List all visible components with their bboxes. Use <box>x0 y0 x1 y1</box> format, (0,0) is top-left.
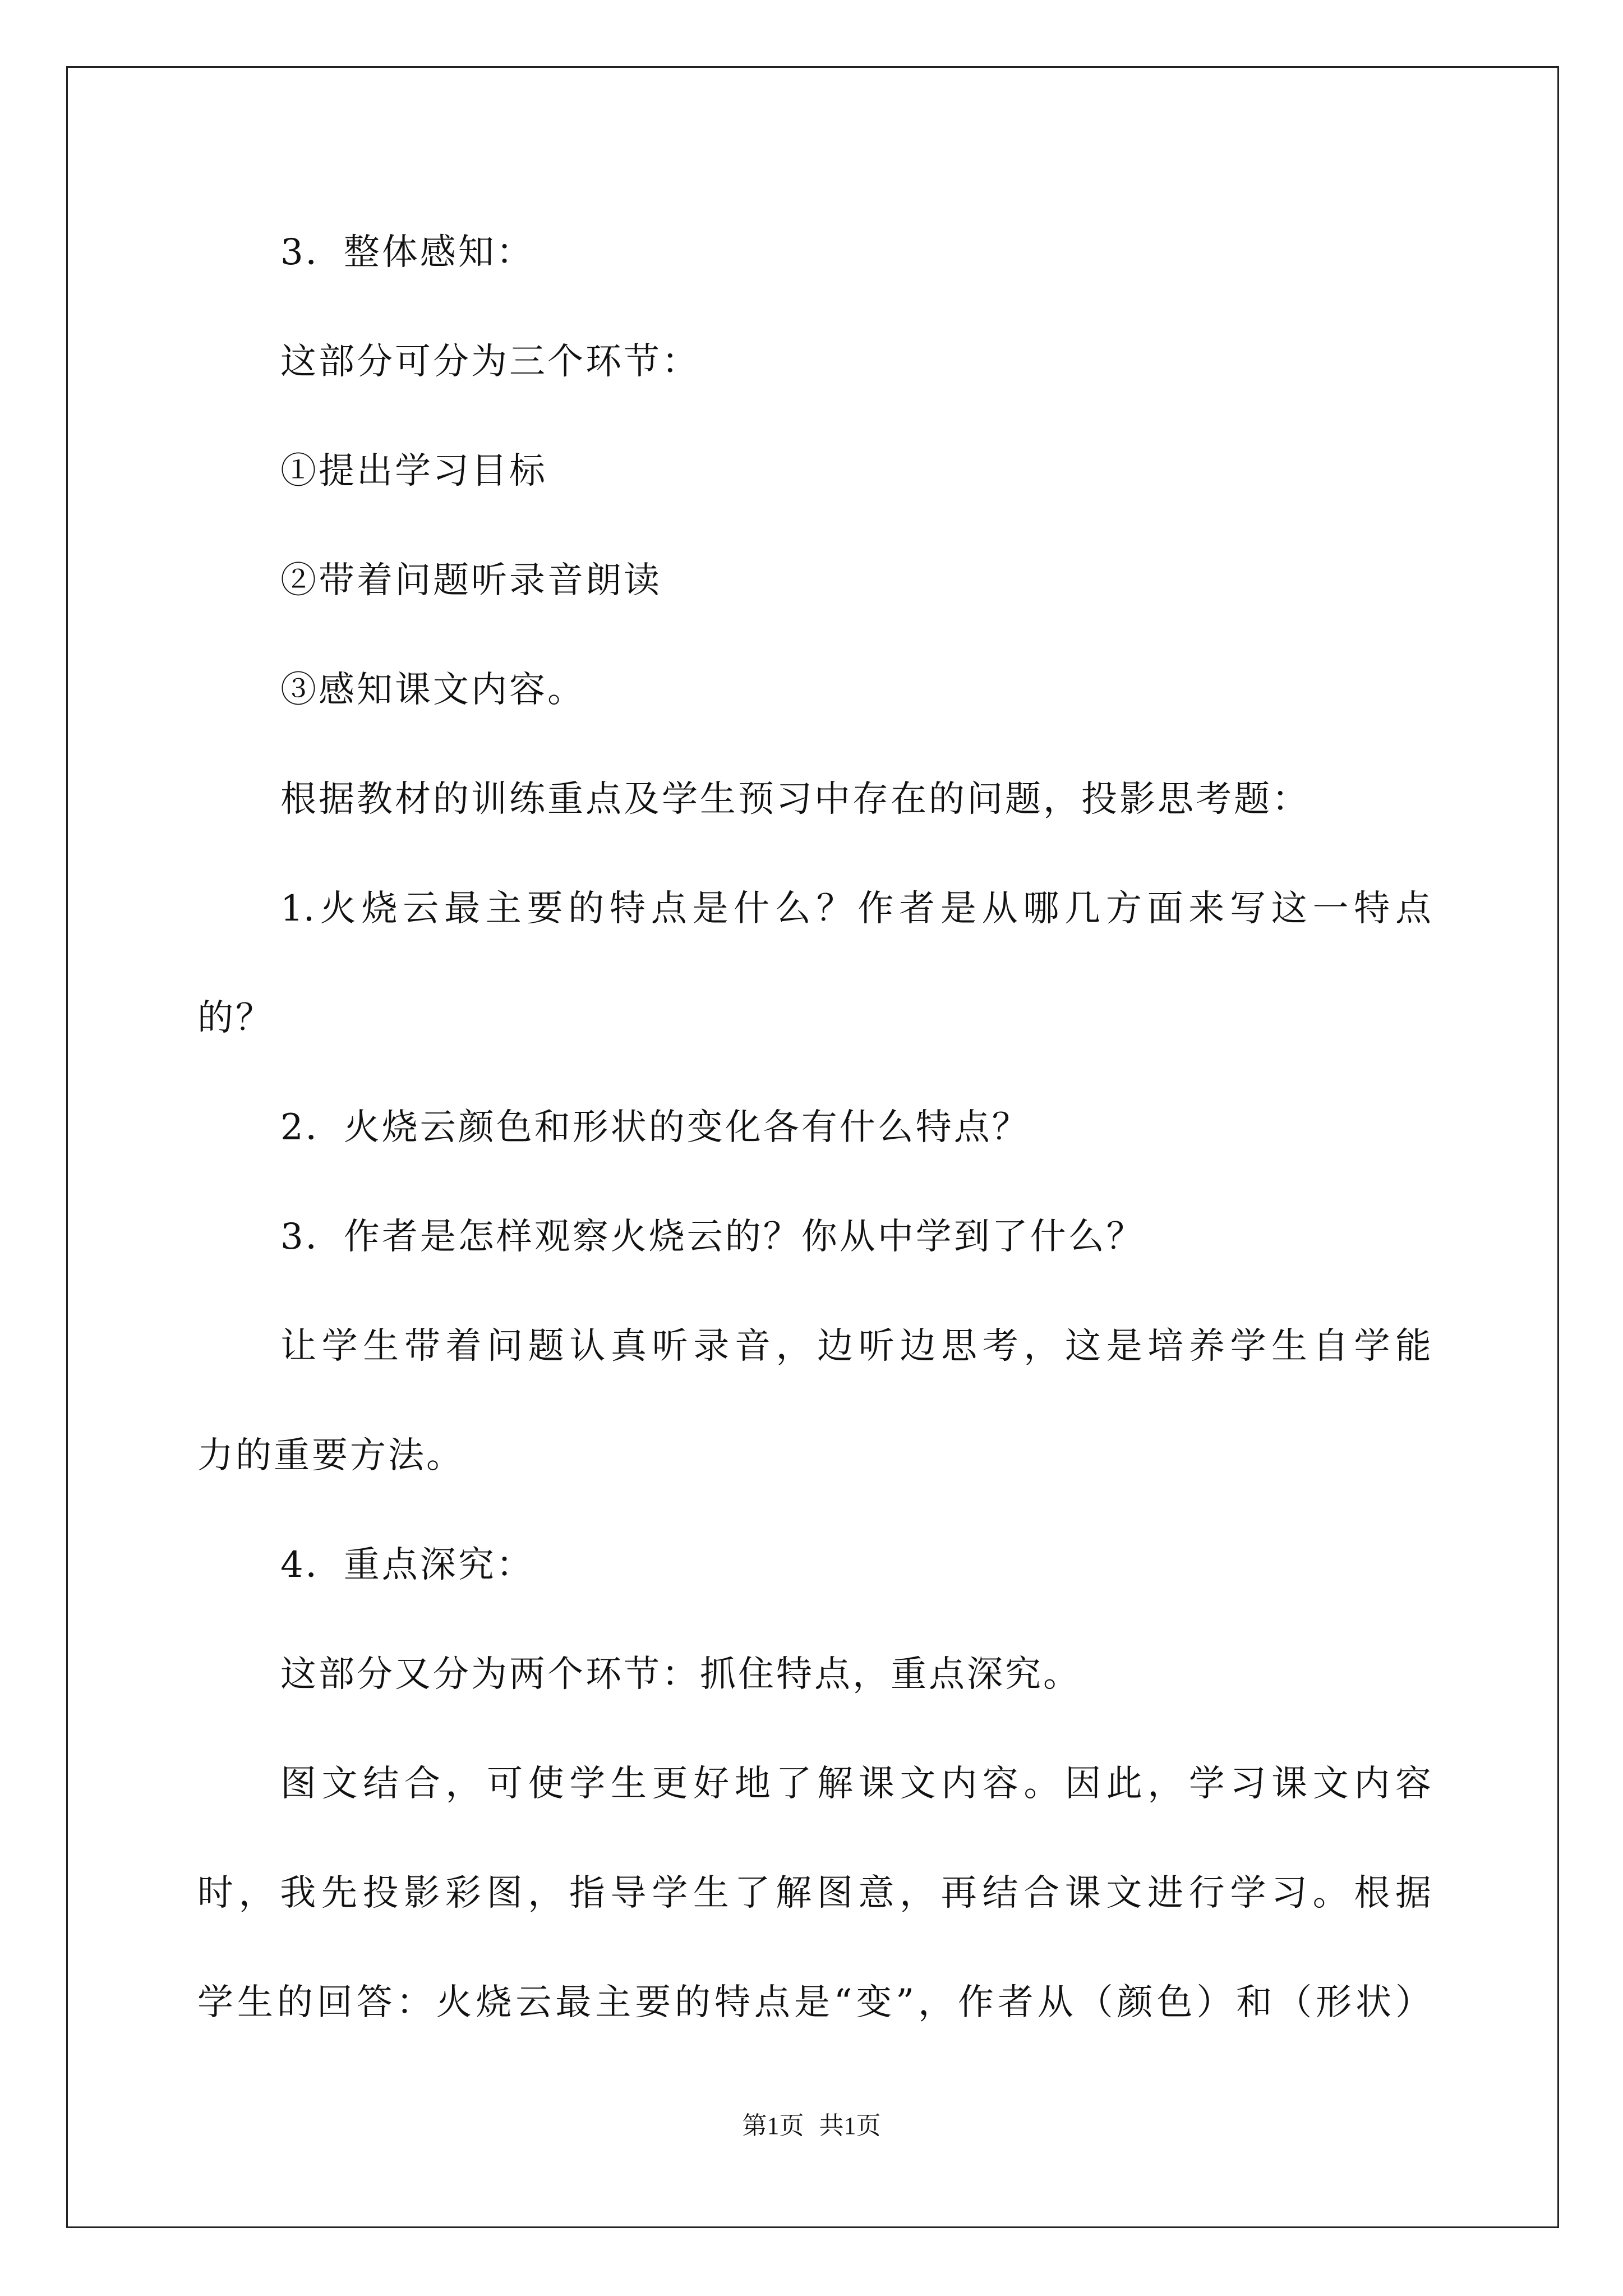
question-3: 3．作者是怎样观察火烧云的？你从中学到了什么？ <box>280 1216 1145 1258</box>
paragraph-line: 这部分又分为两个环节：抓住特点，重点深究。 <box>280 1654 1081 1695</box>
paragraph-line: 让学生带着问题认真听录音，边听边思考，这是培养学生自学能 <box>280 1326 1431 1367</box>
section-heading-4: 4．重点深究： <box>280 1544 534 1586</box>
list-item-3: ③感知课文内容。 <box>280 669 585 711</box>
paragraph-line: 根据教材的训练重点及学生预习中存在的问题，投影思考题： <box>280 779 1310 820</box>
question-1-line-1: 1.火烧云最主要的特点是什么？作者是从哪几方面来写这一特点 <box>280 888 1431 930</box>
page-footer <box>0 2109 1623 2143</box>
page-number: 第1页 <box>742 2112 804 2139</box>
question-1-line-2: 的？ <box>197 997 274 1039</box>
list-item-2: ②带着问题听录音朗读 <box>280 560 662 601</box>
question-2: 2．火烧云颜色和形状的变化各有什么特点？ <box>280 1107 1030 1148</box>
paragraph-line: 力的重要方法。 <box>197 1435 464 1476</box>
section-heading-3: 3．整体感知： <box>280 232 534 273</box>
list-item-1: ①提出学习目标 <box>280 450 547 492</box>
paragraph-line: 时，我先投影彩图，指导学生了解图意，再结合课文进行学习。根据 <box>197 1872 1431 1914</box>
paragraph-line: 图文结合，可使学生更好地了解课文内容。因此，学习课文内容 <box>280 1763 1431 1805</box>
page-total: 共1页 <box>819 2112 881 2139</box>
paragraph-line: 学生的回答：火烧云最主要的特点是“变”，作者从（颜色）和（形状） <box>197 1982 1431 2023</box>
paragraph-line: 这部分可分为三个环节： <box>280 341 700 383</box>
